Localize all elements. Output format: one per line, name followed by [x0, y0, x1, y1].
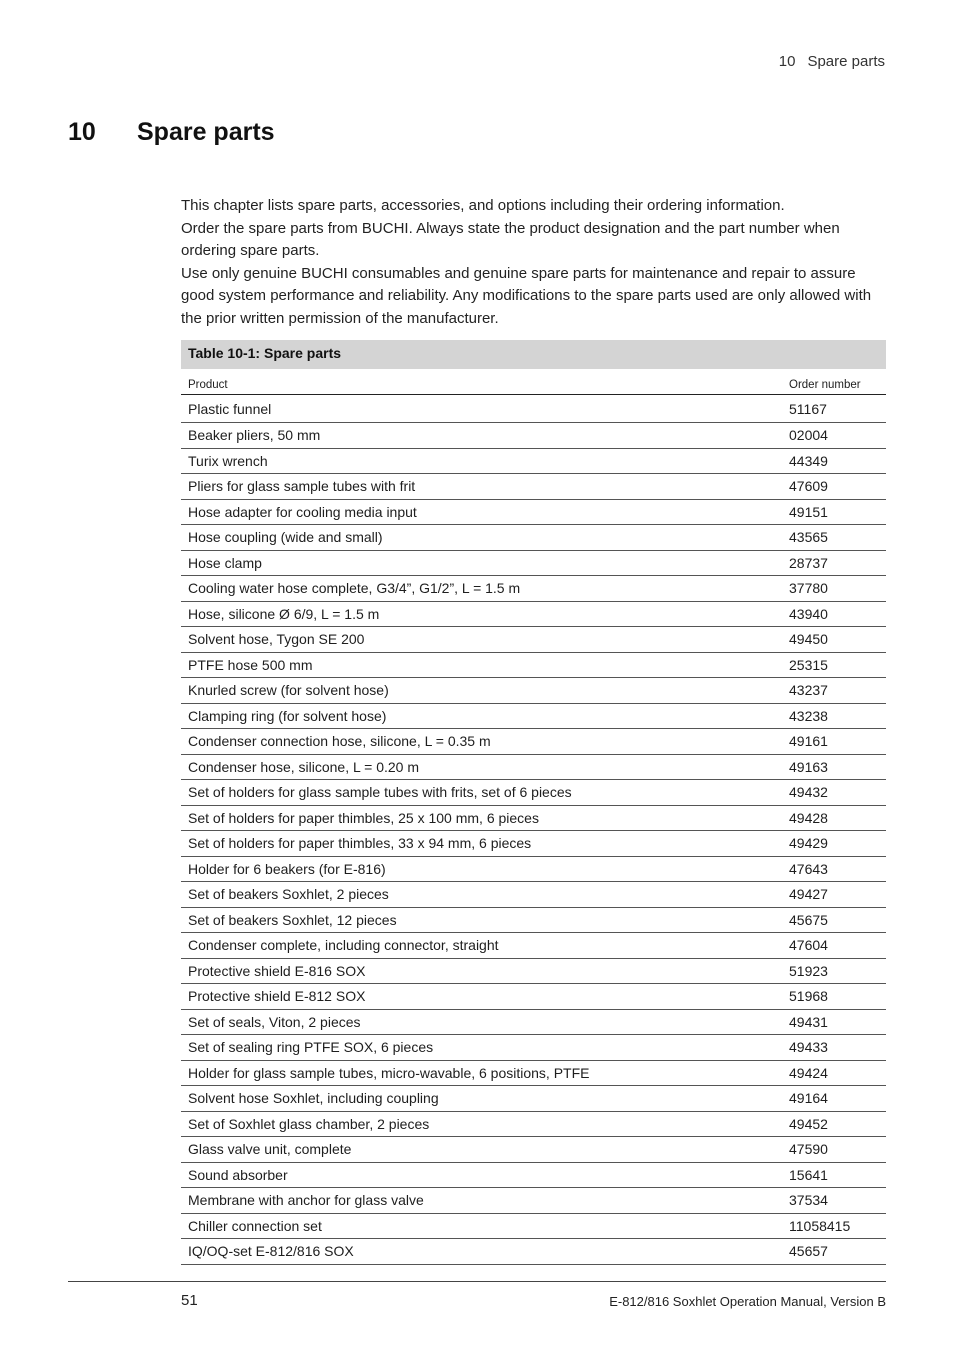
order-number-cell: 51923	[782, 958, 886, 984]
order-number-cell: 49452	[782, 1111, 886, 1137]
order-number-cell: 49161	[782, 729, 886, 755]
table-row	[181, 831, 886, 857]
table-row	[181, 448, 886, 474]
product-cell: Cooling water hose complete, G3/4”, G1/2”, L = 1.5 m	[181, 576, 782, 602]
chapter-number: 10	[68, 118, 96, 146]
order-number-cell: 49163	[782, 754, 886, 780]
order-number-cell: 28737	[782, 550, 886, 576]
table-row	[181, 1111, 886, 1137]
product-cell: Holder for 6 beakers (for E-816)	[181, 856, 782, 882]
table-row	[181, 1086, 886, 1112]
product-cell: IQ/OQ-set E-812/816 SOX	[181, 1239, 782, 1265]
order-number-cell: 47590	[782, 1137, 886, 1163]
product-cell: Set of holders for paper thimbles, 25 x 100 mm, 6 pieces	[181, 805, 782, 831]
product-cell: Set of Soxhlet glass chamber, 2 pieces	[181, 1111, 782, 1137]
intro-paragraph: Use only genuine BUCHI consumables and genuine spare parts for maintenance and repair to assure good system performance and reliability. Any modifications to the spare parts used are only allowed with the prior written permission of the manufacturer.	[181, 264, 872, 327]
order-number-cell: 49424	[782, 1060, 886, 1086]
order-number-cell: 43238	[782, 703, 886, 729]
table-row	[181, 576, 886, 602]
order-number-cell: 02004	[782, 423, 886, 449]
product-cell: Hose adapter for cooling media input	[181, 499, 782, 525]
order-number-cell: 49427	[782, 882, 886, 908]
table-row	[181, 1060, 886, 1086]
table-row	[181, 729, 886, 755]
table-row	[181, 550, 886, 576]
order-number-cell: 45675	[782, 907, 886, 933]
product-cell: Solvent hose Soxhlet, including coupling	[181, 1086, 782, 1112]
product-cell: Pliers for glass sample tubes with frit	[181, 474, 782, 500]
running-header-chapter-number: 10	[778, 53, 796, 70]
order-number-cell: 49432	[782, 780, 886, 806]
product-cell: Solvent hose, Tygon SE 200	[181, 627, 782, 653]
table-row	[181, 652, 886, 678]
order-number-cell: 43940	[782, 601, 886, 627]
table-body	[181, 395, 886, 1265]
running-header-chapter-name: Spare parts	[807, 53, 885, 70]
footer-divider	[68, 1281, 886, 1282]
table-row	[181, 805, 886, 831]
product-cell: Set of sealing ring PTFE SOX, 6 pieces	[181, 1035, 782, 1061]
order-number-cell: 49429	[782, 831, 886, 857]
order-number-cell: 15641	[782, 1162, 886, 1188]
product-cell: Turix wrench	[181, 448, 782, 474]
table-row	[181, 1213, 886, 1239]
table-row	[181, 499, 886, 525]
product-cell: Membrane with anchor for glass valve	[181, 1188, 782, 1214]
product-cell: Set of beakers Soxhlet, 2 pieces	[181, 882, 782, 908]
product-cell: Protective shield E-812 SOX	[181, 984, 782, 1010]
order-number-cell: 51968	[782, 984, 886, 1010]
product-cell: Hose clamp	[181, 550, 782, 576]
table-row	[181, 1009, 886, 1035]
order-number-cell: 51167	[782, 395, 886, 423]
intro-paragraph: This chapter lists spare parts, accessories, and options including their ordering information.	[181, 197, 785, 214]
order-number-cell: 49151	[782, 499, 886, 525]
intro-text	[181, 195, 886, 330]
product-cell: Plastic funnel	[181, 395, 782, 423]
table-row	[181, 907, 886, 933]
table-row	[181, 423, 886, 449]
order-number-cell: 49431	[782, 1009, 886, 1035]
table-row	[181, 754, 886, 780]
product-cell: Hose, silicone Ø 6/9, L = 1.5 m	[181, 601, 782, 627]
order-number-cell: 49428	[782, 805, 886, 831]
product-cell: Clamping ring (for solvent hose)	[181, 703, 782, 729]
table-row	[181, 933, 886, 959]
order-number-cell: 47609	[782, 474, 886, 500]
product-cell: PTFE hose 500 mm	[181, 652, 782, 678]
table-row	[181, 958, 886, 984]
product-cell: Sound absorber	[181, 1162, 782, 1188]
table-row	[181, 1137, 886, 1163]
running-header	[779, 53, 885, 70]
order-number-cell: 49164	[782, 1086, 886, 1112]
column-header-order-number: Order number	[782, 369, 886, 395]
product-cell: Set of seals, Viton, 2 pieces	[181, 1009, 782, 1035]
product-cell: Condenser hose, silicone, L = 0.20 m	[181, 754, 782, 780]
order-number-cell: 45657	[782, 1239, 886, 1265]
table-row	[181, 703, 886, 729]
chapter-title	[68, 118, 275, 147]
order-number-cell: 25315	[782, 652, 886, 678]
product-cell: Holder for glass sample tubes, micro-wavable, 6 positions, PTFE	[181, 1060, 782, 1086]
table-row	[181, 678, 886, 704]
product-cell: Set of holders for paper thimbles, 33 x 94 mm, 6 pieces	[181, 831, 782, 857]
product-cell: Set of holders for glass sample tubes with frits, set of 6 pieces	[181, 780, 782, 806]
order-number-cell: 49433	[782, 1035, 886, 1061]
table-row	[181, 627, 886, 653]
table-row	[181, 1162, 886, 1188]
table-row	[181, 856, 886, 882]
table-row	[181, 395, 886, 423]
product-cell: Condenser complete, including connector, straight	[181, 933, 782, 959]
table-row	[181, 601, 886, 627]
table-row	[181, 474, 886, 500]
column-header-product: Product	[181, 369, 782, 395]
table-row	[181, 780, 886, 806]
table-row	[181, 1188, 886, 1214]
table-row	[181, 525, 886, 551]
page-number: 51	[181, 1292, 198, 1309]
product-cell: Glass valve unit, complete	[181, 1137, 782, 1163]
table-row	[181, 984, 886, 1010]
chapter-name: Spare parts	[137, 118, 275, 146]
product-cell: Protective shield E-816 SOX	[181, 958, 782, 984]
product-cell: Set of beakers Soxhlet, 12 pieces	[181, 907, 782, 933]
order-number-cell: 37534	[782, 1188, 886, 1214]
order-number-cell: 11058415	[782, 1213, 886, 1239]
order-number-cell: 43565	[782, 525, 886, 551]
order-number-cell: 43237	[782, 678, 886, 704]
product-cell: Chiller connection set	[181, 1213, 782, 1239]
order-number-cell: 37780	[782, 576, 886, 602]
table-row	[181, 882, 886, 908]
table-header-row	[181, 369, 886, 395]
table-row	[181, 1035, 886, 1061]
table-caption: Table 10-1: Spare parts	[181, 340, 886, 369]
spare-parts-table	[181, 340, 886, 1265]
product-cell: Beaker pliers, 50 mm	[181, 423, 782, 449]
order-number-cell: 49450	[782, 627, 886, 653]
product-cell: Hose coupling (wide and small)	[181, 525, 782, 551]
order-number-cell: 47604	[782, 933, 886, 959]
table-row	[181, 1239, 886, 1265]
product-cell: Knurled screw (for solvent hose)	[181, 678, 782, 704]
order-number-cell: 44349	[782, 448, 886, 474]
intro-paragraph: Order the spare parts from BUCHI. Always state the product designation and the part number when ordering spare parts.	[181, 219, 840, 259]
order-number-cell: 47643	[782, 856, 886, 882]
product-cell: Condenser connection hose, silicone, L = 0.35 m	[181, 729, 782, 755]
document-name: E-812/816 Soxhlet Operation Manual, Version B	[609, 1294, 886, 1309]
